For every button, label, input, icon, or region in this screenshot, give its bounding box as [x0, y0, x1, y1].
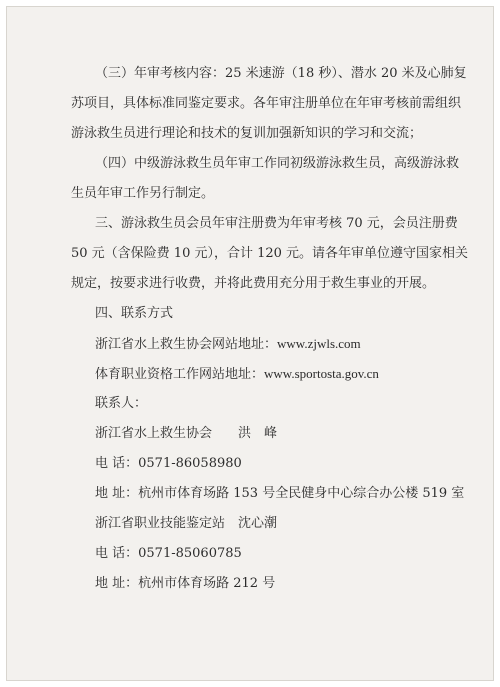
fee-paragraph-line-1: 三、游泳救生员会员年审注册费为年审考核 70 元，会员注册费 — [95, 216, 458, 231]
contact-label: 联系人： — [95, 396, 148, 411]
contact-1-phone: 电 话：0571-86058980 — [95, 456, 242, 471]
contact-heading: 四、联系方式 — [95, 306, 174, 321]
paragraph-3-line-3: 游泳救生员进行理论和技术的复训加强新知识的学习和交流； — [71, 126, 423, 141]
contact-2-phone: 电 话：0571-85060785 — [95, 546, 242, 561]
paragraph-4-line-2: 生员年审工作另行制定。 — [71, 186, 215, 201]
paragraph-3-line-2: 苏项目，具体标准同鉴定要求。各年审注册单位在年审考核前需组织 — [71, 96, 462, 111]
fee-paragraph-line-3: 规定，按要求进行收费，并将此费用充分用于救生事业的开展。 — [71, 276, 436, 291]
qualification-website: 体育职业资格工作网站地址：www.sportosta.gov.cn — [95, 366, 379, 381]
contact-2-address: 地 址：杭州市体育场路 212 号 — [95, 576, 276, 591]
contact-2-name: 浙江省职业技能鉴定站 沈心潮 — [95, 516, 278, 531]
document-page — [6, 6, 494, 681]
contact-1-address: 地 址：杭州市体育场路 153 号全民健身中心综合办公楼 519 室 — [95, 486, 465, 501]
paragraph-4-line-1: （四）中级游泳救生员年审工作同初级游泳救生员，高级游泳救 — [95, 156, 460, 171]
paragraph-3-line-1: （三）年审考核内容：25 米速游（18 秒）、潜水 20 米及心肺复 — [95, 66, 467, 81]
contact-1-name: 浙江省水上救生协会 洪 峰 — [95, 426, 278, 441]
association-website: 浙江省水上救生协会网站地址：www.zjwls.com — [95, 336, 361, 351]
fee-paragraph-line-2: 50 元（含保险费 10 元），合计 120 元。请各年审单位遵守国家相关 — [71, 246, 469, 261]
